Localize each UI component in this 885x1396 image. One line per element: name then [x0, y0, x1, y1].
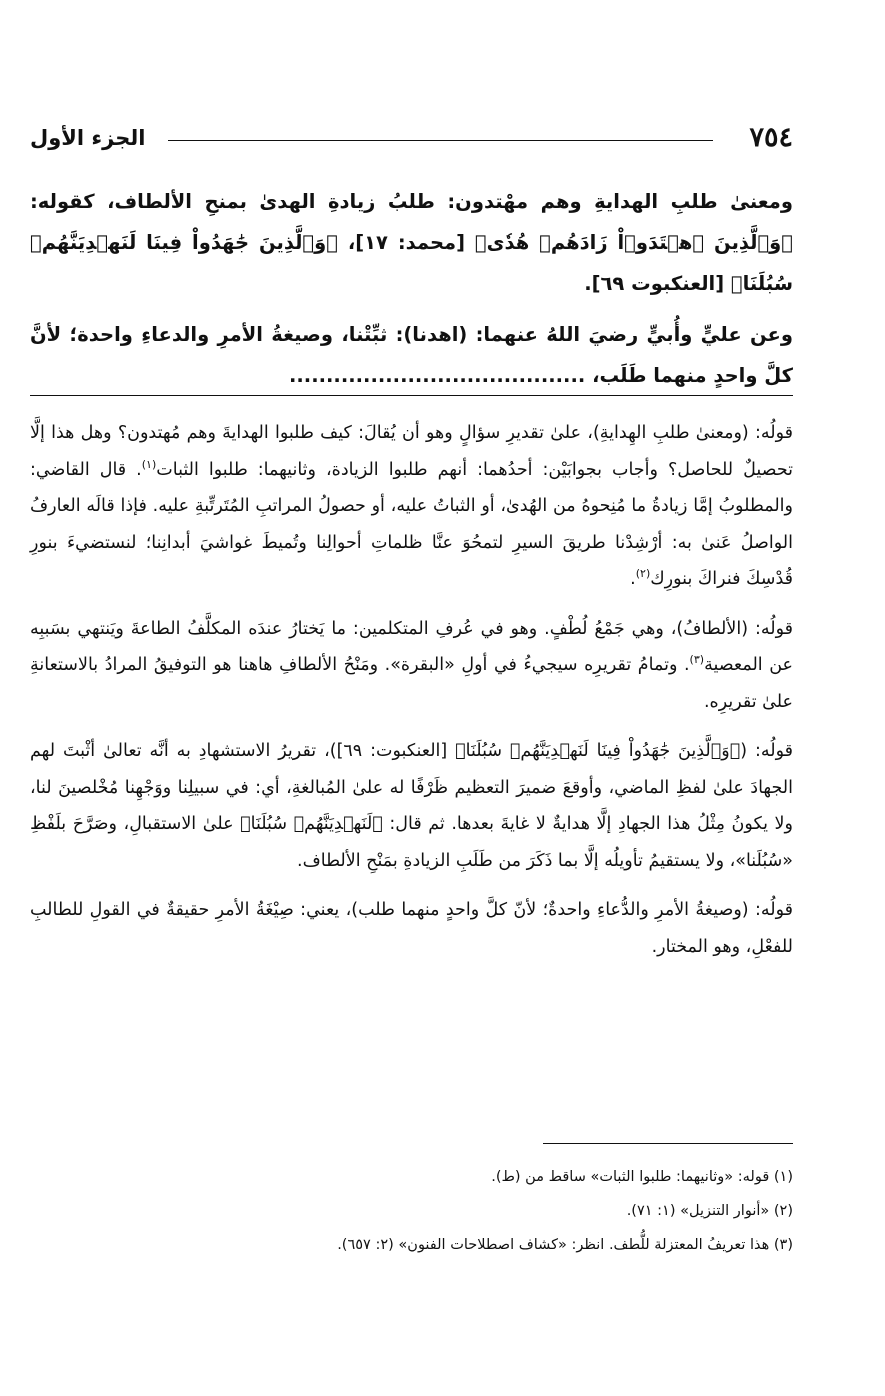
- header-rule: [168, 140, 713, 141]
- commentary-paragraph: قولُه: (وصيغةُ الأمرِ والدُّعاءِ واحدةٌ؛ لأنّ كلَّ واحدٍ منهما طلب)، يعني: صِيْغَةُ الأمرِ حقيقةٌ في القولِ للطالبِ للفعْلِ، وهو المختار.: [30, 900, 793, 957]
- commentary-paragraph: قولُه: (﴿وَٱلَّذِينَ جَٰهَدُواْ فِينَا لَنَهۡدِيَنَّهُمۡ سُبُلَنَا﴾ [العنكبوت: ٦٩])، تقريرُ الاستشهادِ به أنَّه تعالىٰ أثْبتَ لهم الجهادَ علىٰ لفظِ الماضي، وأوقعَ ضميرَ التعظيم ظَرْفًا له علىٰ المُبالغةِ، أي: في سبيلِنا ووَجْهِنا مُخْلصينَ لنا، ولا يكونُ مِثْلُ هذا الجهادِ إلَّا هدايةٌ لا غايةَ بعدها. ثم قال: ﴿لَنَهۡدِيَنَّهُمۡ سُبُلَنَا﴾ علىٰ الاستقبالِ، وصَرَّحَ بلَفْظِ «سُبُلَنا»، ولا يستقيمُ تأويلُه إلَّا بما ذَكَرَ من طَلَبِ الزيادةِ بمَنْحِ الألطاف.: [30, 741, 793, 871]
- page-number: ٧٥٤: [749, 122, 793, 153]
- commentary-sentence: .: [630, 569, 636, 589]
- section-divider: [30, 395, 793, 396]
- commentary-sentence: . قال القاضي: والمطلوبُ إمَّا زيادةُ ما مُنِحوهُ من الهُدىٰ، أو الثباتُ عليه، أو حصولُ المراتبِ المُتَرتِّبةِ عليه. فإذا قالَه العارفُ الواصلُ عَنىٰ به: أرْشِدْنا طريقَ السيرِ لتمحُوَ عنَّا ظلماتِ أحوالِنا وتُميطَ غواشيَ أبدانِنا؛ لنستضيءَ بنورِ قُدْسِكَ فنراكَ بنورِك: [30, 459, 793, 589]
- commentary-sentence: قولُه: (ومعنىٰ طلبِ الهِدايةِ)، علىٰ تقديرِ سؤالٍ وهو أن يُقالَ: كيف طلبوا الهدايةَ وهم مُهتدون؟ وهل هذا إلَّا تحصيلٌ للحاصل؟ وأجاب بجوابَيْن: أحدُهما: أنهم طلبوا الزيادة، وثانيهما: طلبوا الثبات: [30, 423, 794, 480]
- footnotes: [30, 1160, 793, 1262]
- continuation-dots: ........................................: [288, 364, 586, 387]
- main-text: [30, 181, 793, 406]
- footnote-rule: [543, 1143, 793, 1144]
- main-text-sentence: وعن عليٍّ وأُبيٍّ رضيَ اللهُ عنهما: (اهدنا): ثبِّتْنا، وصيغةُ الأمرِ والدعاءِ واحدة؛ لأنَّ كلَّ واحدٍ منهما طَلَب،: [30, 323, 793, 387]
- commentary-sentence: . وتمامُ تقريرِه سيجيءُ في أولِ «البقرة». ومَنْحُ الألطافِ هاهنا هو التوفيقُ المرادُ بالاستعانةِ علىٰ تقريرِه.: [30, 655, 793, 712]
- page-header: [30, 118, 793, 158]
- footnote-reference: (٢): [635, 567, 651, 581]
- commentary-sentence: قولُه: (الألطافُ)، وهي جَمْعُ لُطْفٍ. وهو في عُرفِ المتكلمين: ما يَختارُ عندَه المكلَّفُ الطاعةَ ويَنتهي بسَببِه عن المعصية: [30, 618, 793, 675]
- footnote: (٣) هذا تعريفُ المعتزلة للُّطف. انظر: «كشاف اصطلاحات الفنون» (٢: ٦٥٧).: [337, 1237, 793, 1253]
- commentary-paragraph: [30, 415, 793, 598]
- main-text-paragraph: ومعنىٰ طلبِ الهدايةِ وهم مهْتدون: طلبُ زيادةِ الهدىٰ بمنحِ الألطاف، كقوله: ﴿وَٱلَّذِينَ ٱهۡتَدَوۡاْ زَادَهُمۡ هُدٗى﴾ [محمد: ١٧]، ﴿وَٱلَّذِينَ جَٰهَدُواْ فِينَا لَنَهۡدِيَنَّهُمۡ سُبُلَنَا﴾ [العنكبوت ٦٩].: [30, 190, 793, 295]
- main-text-paragraph: [30, 314, 793, 396]
- footnote: (١) قوله: «وثانيهما: طلبوا الثبات» ساقط من (ط).: [491, 1169, 793, 1185]
- commentary-paragraph: [30, 611, 793, 721]
- running-title: الجزء الأول: [30, 126, 146, 150]
- footnote-reference: (١): [141, 457, 157, 471]
- footnote: (٢) «أنوار التنزيل» (١: ٧١).: [626, 1203, 793, 1219]
- footnote-reference: (٣): [689, 653, 705, 667]
- commentary-text: [30, 415, 793, 978]
